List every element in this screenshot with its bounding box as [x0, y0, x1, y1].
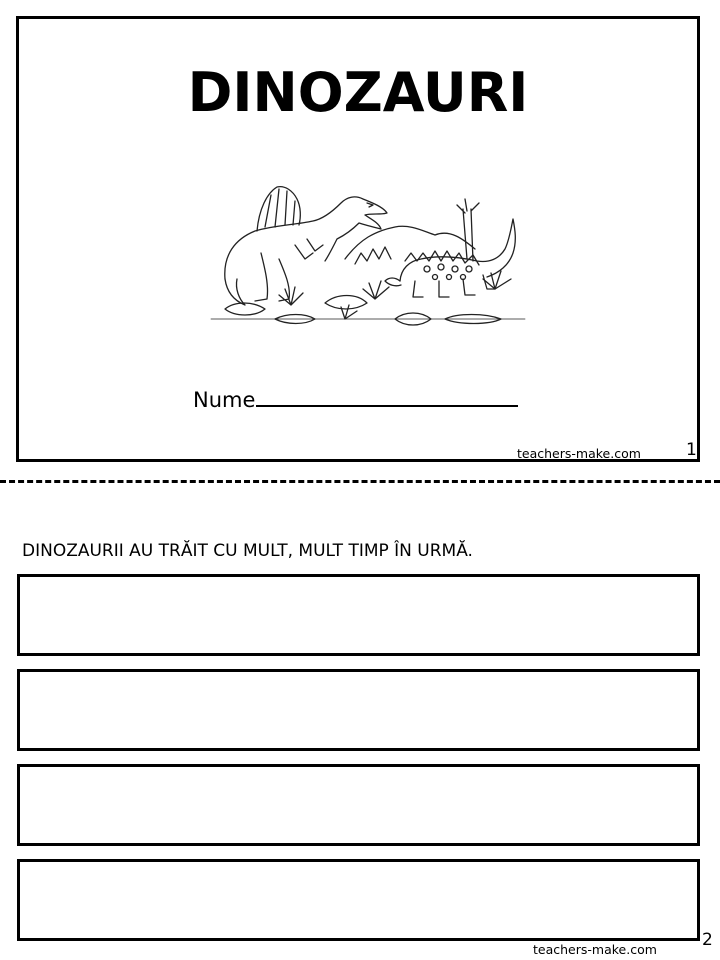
cover-title: DINOZAURI [187, 61, 529, 124]
writing-box-1[interactable] [17, 574, 700, 656]
page-number-2: 2 [702, 930, 713, 950]
name-field [193, 385, 518, 414]
cover-card [16, 16, 700, 462]
writing-box-3[interactable] [17, 764, 700, 846]
page-number-1: 1 [686, 440, 697, 460]
footer-site-1: teachers-make.com [517, 446, 641, 461]
cut-line [0, 480, 720, 483]
writing-box-2[interactable] [17, 669, 700, 751]
page-sentence: DINOZAURII AU TRĂIT CU MULT, MULT TIMP ÎN URMĂ. [22, 541, 473, 561]
dinosaur-illustration [195, 169, 535, 329]
name-write-line [256, 385, 518, 407]
name-label: Nume [193, 388, 256, 412]
footer-site-2: teachers-make.com [533, 942, 657, 957]
writing-box-4[interactable] [17, 859, 700, 941]
